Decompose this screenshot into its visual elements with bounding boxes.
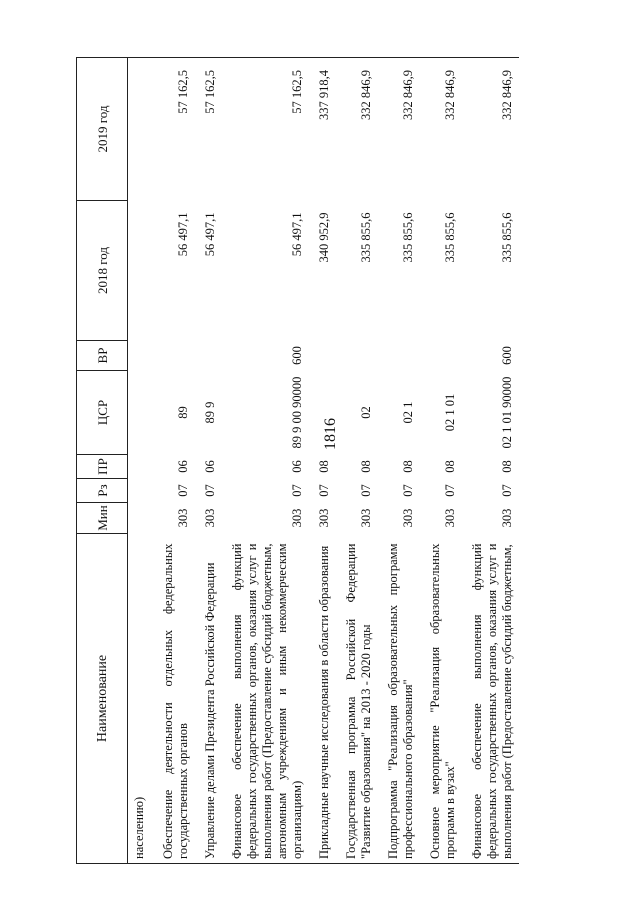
cell-name: населению)	[128, 534, 154, 864]
cell-2018: 340 952,9	[317, 212, 331, 263]
cell-rz: 07	[443, 484, 457, 497]
cell-min	[128, 503, 154, 534]
cell-min: 303	[290, 508, 304, 528]
cell-csr: 89 9	[203, 401, 217, 424]
cell-name: Обеспечение деятельности отдельных федеральных государственных органов	[153, 534, 195, 864]
cell-min: 303	[317, 508, 331, 528]
cell-vr	[309, 341, 336, 371]
cell-rz	[128, 479, 154, 503]
cell-2019: 337 918,4	[309, 58, 336, 201]
table-header-row	[77, 58, 128, 864]
cell-rz: 07	[290, 484, 304, 497]
cell-vr	[336, 341, 378, 371]
table-body	[128, 58, 520, 864]
table-row	[378, 58, 420, 864]
cell-csr: 02 1 01 90000	[500, 376, 514, 449]
budget-table-container	[76, 58, 576, 864]
cell-name: Прикладные научные исследования в области образования	[309, 534, 336, 864]
cell-pr: 06	[203, 460, 217, 473]
cell-2019: 57 162,5	[153, 58, 195, 201]
cell-2019: 57 162,5	[222, 58, 309, 201]
cell-vr	[420, 341, 462, 371]
header-csr: ЦСР	[77, 371, 128, 455]
table-row	[195, 58, 222, 864]
cell-name: Подпрограмма "Реализация образовательных программ профессионального образования"	[378, 534, 420, 864]
cell-2019: 332 846,9	[336, 58, 378, 201]
header-2018: 2018 год	[77, 201, 128, 341]
cell-2018: 335 855,6	[500, 212, 514, 263]
cell-name: Управление делами Президента Российской Федерации	[195, 534, 222, 864]
table-row	[309, 58, 336, 864]
table-row	[128, 58, 154, 864]
cell-csr	[128, 371, 154, 455]
header-min: Мин	[77, 503, 128, 534]
cell-2019	[128, 58, 154, 201]
table-row	[222, 58, 309, 864]
cell-rz: 07	[176, 484, 190, 497]
cell-csr: 89 9 00 90000	[290, 376, 304, 449]
header-pr: ПР	[77, 455, 128, 479]
cell-pr: 08	[443, 460, 457, 473]
cell-min: 303	[203, 508, 217, 528]
cell-pr: 06	[176, 460, 190, 473]
cell-pr: 08	[359, 460, 373, 473]
cell-vr	[378, 341, 420, 371]
table-row	[420, 58, 462, 864]
table-row	[462, 58, 519, 864]
cell-2019: 332 846,9	[462, 58, 519, 201]
cell-csr: 02	[359, 406, 373, 419]
header-rz: Рз	[77, 479, 128, 503]
cell-2019: 332 846,9	[420, 58, 462, 201]
cell-pr: 08	[500, 460, 514, 473]
cell-csr: 02 1	[401, 401, 415, 424]
cell-min: 303	[443, 508, 457, 528]
cell-vr	[153, 341, 195, 371]
cell-2018	[128, 201, 154, 341]
cell-rz: 07	[401, 484, 415, 497]
cell-rz: 07	[359, 484, 373, 497]
cell-pr: 06	[290, 460, 304, 473]
cell-pr: 08	[401, 460, 415, 473]
table-row	[153, 58, 195, 864]
cell-rz: 07	[203, 484, 217, 497]
header-name: Наименование	[77, 534, 128, 864]
cell-vr: 600	[290, 346, 304, 365]
cell-min: 303	[359, 508, 373, 528]
header-vr: ВР	[77, 341, 128, 371]
cell-2018: 335 855,6	[443, 212, 457, 263]
cell-2018: 335 855,6	[359, 212, 373, 263]
cell-name: Финансовое обеспечение выполнения функций федеральных государственных органов, оказания услуг и выполнения работ (Предоставление субсидий бюджетным,	[462, 534, 519, 864]
cell-min: 303	[500, 508, 514, 528]
cell-rz: 07	[317, 484, 331, 497]
header-2019: 2019 год	[77, 58, 128, 201]
cell-csr: 89	[176, 406, 190, 419]
page-number: 1816	[322, 418, 339, 450]
cell-name: Государственная программа Российской Федерации "Развитие образования" на 2013 - 2020 годы	[336, 534, 378, 864]
cell-2019: 57 162,5	[195, 58, 222, 201]
cell-2019: 332 846,9	[378, 58, 420, 201]
cell-vr	[128, 341, 154, 371]
cell-vr	[195, 341, 222, 371]
cell-csr: 02 1 01	[443, 393, 457, 432]
cell-rz: 07	[500, 484, 514, 497]
cell-min: 303	[401, 508, 415, 528]
cell-2018: 56 497,1	[290, 212, 304, 257]
cell-csr	[309, 371, 336, 455]
cell-min: 303	[176, 508, 190, 528]
cell-name: Основное мероприятие "Реализация образовательных программ в вузах"	[420, 534, 462, 864]
table-row	[336, 58, 378, 864]
cell-vr: 600	[500, 346, 514, 365]
cell-2018: 56 497,1	[203, 212, 217, 257]
cell-name: Финансовое обеспечение выполнения функций федеральных государственных органов, оказания услуг и выполнения работ (Предоставление субсидий бюджетным, автономным учреждениям и иным некоммерческим организациям)	[222, 534, 309, 864]
budget-table	[76, 57, 519, 864]
cell-pr: 08	[317, 460, 331, 473]
cell-2018: 56 497,1	[176, 212, 190, 257]
cell-pr	[128, 455, 154, 479]
rotated-table-frame	[76, 58, 576, 864]
cell-2018: 335 855,6	[401, 212, 415, 263]
